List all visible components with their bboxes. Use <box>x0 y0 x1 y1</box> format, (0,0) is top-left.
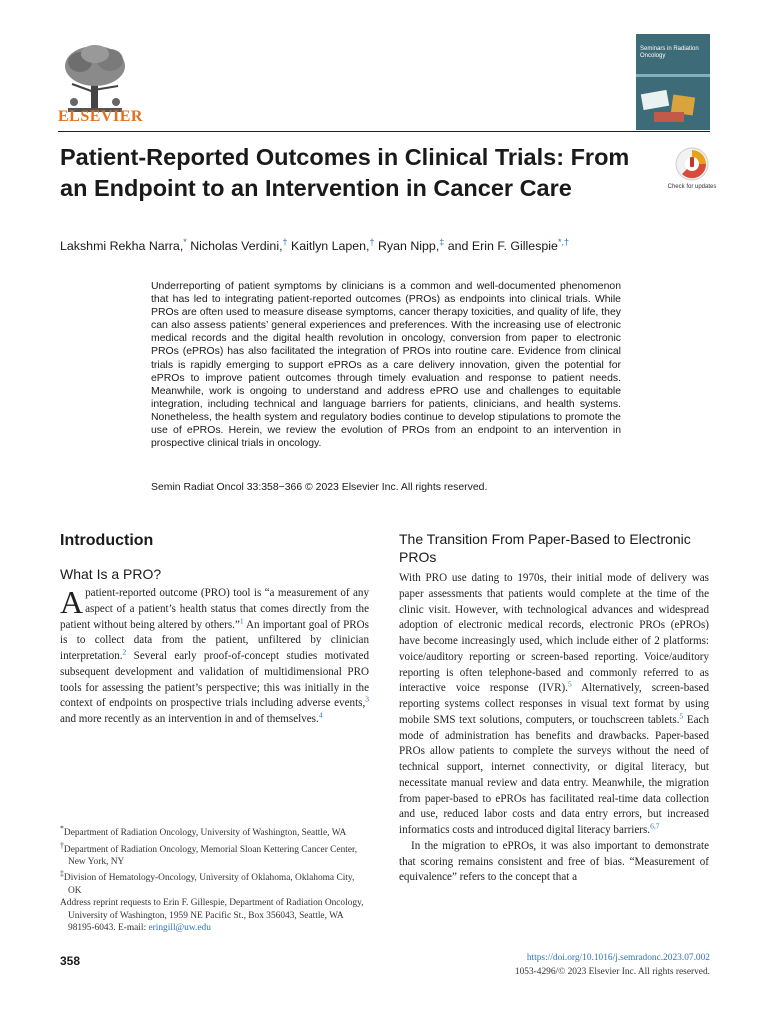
reference-link[interactable]: 3 <box>365 694 369 704</box>
abstract: Underreporting of patient symptoms by clinicians is a common and well-documented phenomenon that has led to integrating patient-reported outcomes (PROs) as endpoints into clinical trials. While PROs are often used to measure disease symptoms, cancer therapy toxicities, and quality of life, they can also assess patients’ general experiences and preferences. With the increasing use of electronic medical records and the digital health revolution in oncology, conversion from paper to electronic PROs (ePROs) has also facilitated the integration of PROs into routine care. Evidence from clinical trials is rapidly emerging to support ePROs as a care delivery innovation, given the potential for ePROs to improve patient outcomes through timely evaluation and response to patient needs. Meanwhile, work is ongoing to understand and address ePRO use and challenges to equitable integration, including technical and language barriers for patients, clinicians, and health systems. Nonetheless, the health system and regulatory bodies continue to develop stipulations to promote the use of ePROs. Herein, we review the evolution of PROs from an endpoint to an intervention in prospective clinical trials in oncology. <box>151 281 621 450</box>
footnote: ‡Division of Hematology-Oncology, University of Oklahoma, Oklahoma City, OK <box>60 869 355 896</box>
transition-body <box>399 571 709 886</box>
reference-link[interactable]: 6,7 <box>650 821 660 831</box>
footnote: †Department of Radiation Oncology, Memorial Sloan Kettering Cancer Center, New York, NY <box>60 840 358 868</box>
affiliation-footnotes <box>60 823 369 935</box>
author-list <box>60 236 720 253</box>
drop-cap: A <box>60 584 84 620</box>
body-text: An important goal of PROs is to collect data from the patient, unfiltered by clinician interpretation. <box>60 618 369 662</box>
author: Nicholas Verdini, <box>186 239 283 253</box>
reference-link[interactable]: 5 <box>567 679 572 689</box>
reference-link[interactable]: 5 <box>679 711 684 721</box>
check-for-updates-icon[interactable] <box>674 146 710 182</box>
subsection-heading-what-is-pro: What Is a PRO? <box>60 566 162 582</box>
doi-link[interactable]: https://doi.org/10.1016/j.semradonc.2023.07.002 <box>526 953 710 963</box>
footnote: *Department of Radiation Oncology, University of Washington, Seattle, WA <box>60 824 347 839</box>
subsection-heading-transition: The Transition From Paper-Based to Electronic PROs <box>399 531 691 565</box>
body-paragraph: In the migration to ePROs, it was also important to demonstrate that scoring remains consistent and free of bias. “Measurement of equivalence” refers to the concept that a <box>399 839 709 884</box>
author: Kaitlyn Lapen, <box>287 239 370 253</box>
page-number: 358 <box>60 954 81 968</box>
author: Lakshmi Rekha Narra, <box>60 239 184 253</box>
author: and Erin F. Gillespie <box>444 239 558 253</box>
affiliation-mark[interactable]: * <box>183 236 187 247</box>
affiliation-mark[interactable]: *,† <box>557 236 569 247</box>
intro-paragraph <box>60 586 369 728</box>
author: Ryan Nipp, <box>374 239 440 253</box>
email-link[interactable]: eringill@uw.edu <box>148 923 211 934</box>
body-paragraph: With PRO use dating to 1970s, their initial mode of delivery was paper assessments that patients would complete at the time of the clinic visit. However, with technological advances and widespread adoption of electronic medical records, electronic PROs (ePROs) have become increasingly used, which include either of 2 platforms: voice/auditory reporting or screen-based reporting. Voice/auditory reporting is often telephone-based and commonly referred to as interactive voice response (IVR).$^5$ Alternatively, screen-based reporting systems collect responses in visual text format by using mobile SMS text solutions, computers, or touchscreen tablets.$^5$ Each mode of administration has benefits and drawbacks. Paper-based PROs allow patients to complete the surveys without the need of technical support, internet connectivity, or digital literacy, but necessitate manual review and data entry. Meanwhile, the migration from paper-based to ePROs has facilitated real-time data collection and use, reduced labor costs and data entry errors, but increased informatics costs and introduced digital literacy barriers.$^{6,7}$ <box>399 572 710 836</box>
issn-copyright: 1053-4296/© 2023 Elsevier Inc. All rights reserved. <box>514 967 710 977</box>
reference-link[interactable]: 4 <box>318 710 323 720</box>
journal-cover-thumbnail[interactable] <box>636 34 710 130</box>
journal-citation: Semin Radiat Oncol 33:358−366 © 2023 Elsevier Inc. All rights reserved. <box>151 482 488 493</box>
body-text: Several early proof-of-concept studies motivated subsequent development and validation of multidimensional PRO tools for assessing the patient’s perspective; this was initially in the context of endpoints on prospective trials including adverse events, <box>60 650 369 710</box>
cover-title: Seminars in Radiation Oncology <box>640 46 699 59</box>
reference-link[interactable]: 1 <box>239 615 244 625</box>
affiliation-mark[interactable]: ‡ <box>439 236 445 247</box>
affiliation-mark[interactable]: † <box>282 236 288 247</box>
check-for-updates-label[interactable]: Check for updates <box>667 184 717 190</box>
reference-link[interactable]: 2 <box>122 647 127 657</box>
affiliation-mark[interactable]: † <box>369 236 375 247</box>
publisher-name: ELSEVIER <box>58 108 143 125</box>
body-text: patient-reported outcome (PRO) tool is “a measurement of any aspect of a patient’s health status that comes directly from the patient without being altered by others.” <box>60 587 369 631</box>
article-title: Patient-Reported Outcomes in Clinical Trials: From an Endpoint to an Intervention in Cancer Care <box>60 144 630 201</box>
header-rule <box>58 131 710 132</box>
body-text: and more recently as an intervention in and of themselves. <box>60 713 319 725</box>
section-heading-introduction: Introduction <box>60 532 154 549</box>
reprint-request: Address reprint requests to Erin F. Gillespie, Department of Radiation Oncology, University of Washington, 1959 NE Pacific St., Box 356043, Seattle, WA 98195-6043. E-mail: eringill@uw.edu <box>60 898 364 934</box>
